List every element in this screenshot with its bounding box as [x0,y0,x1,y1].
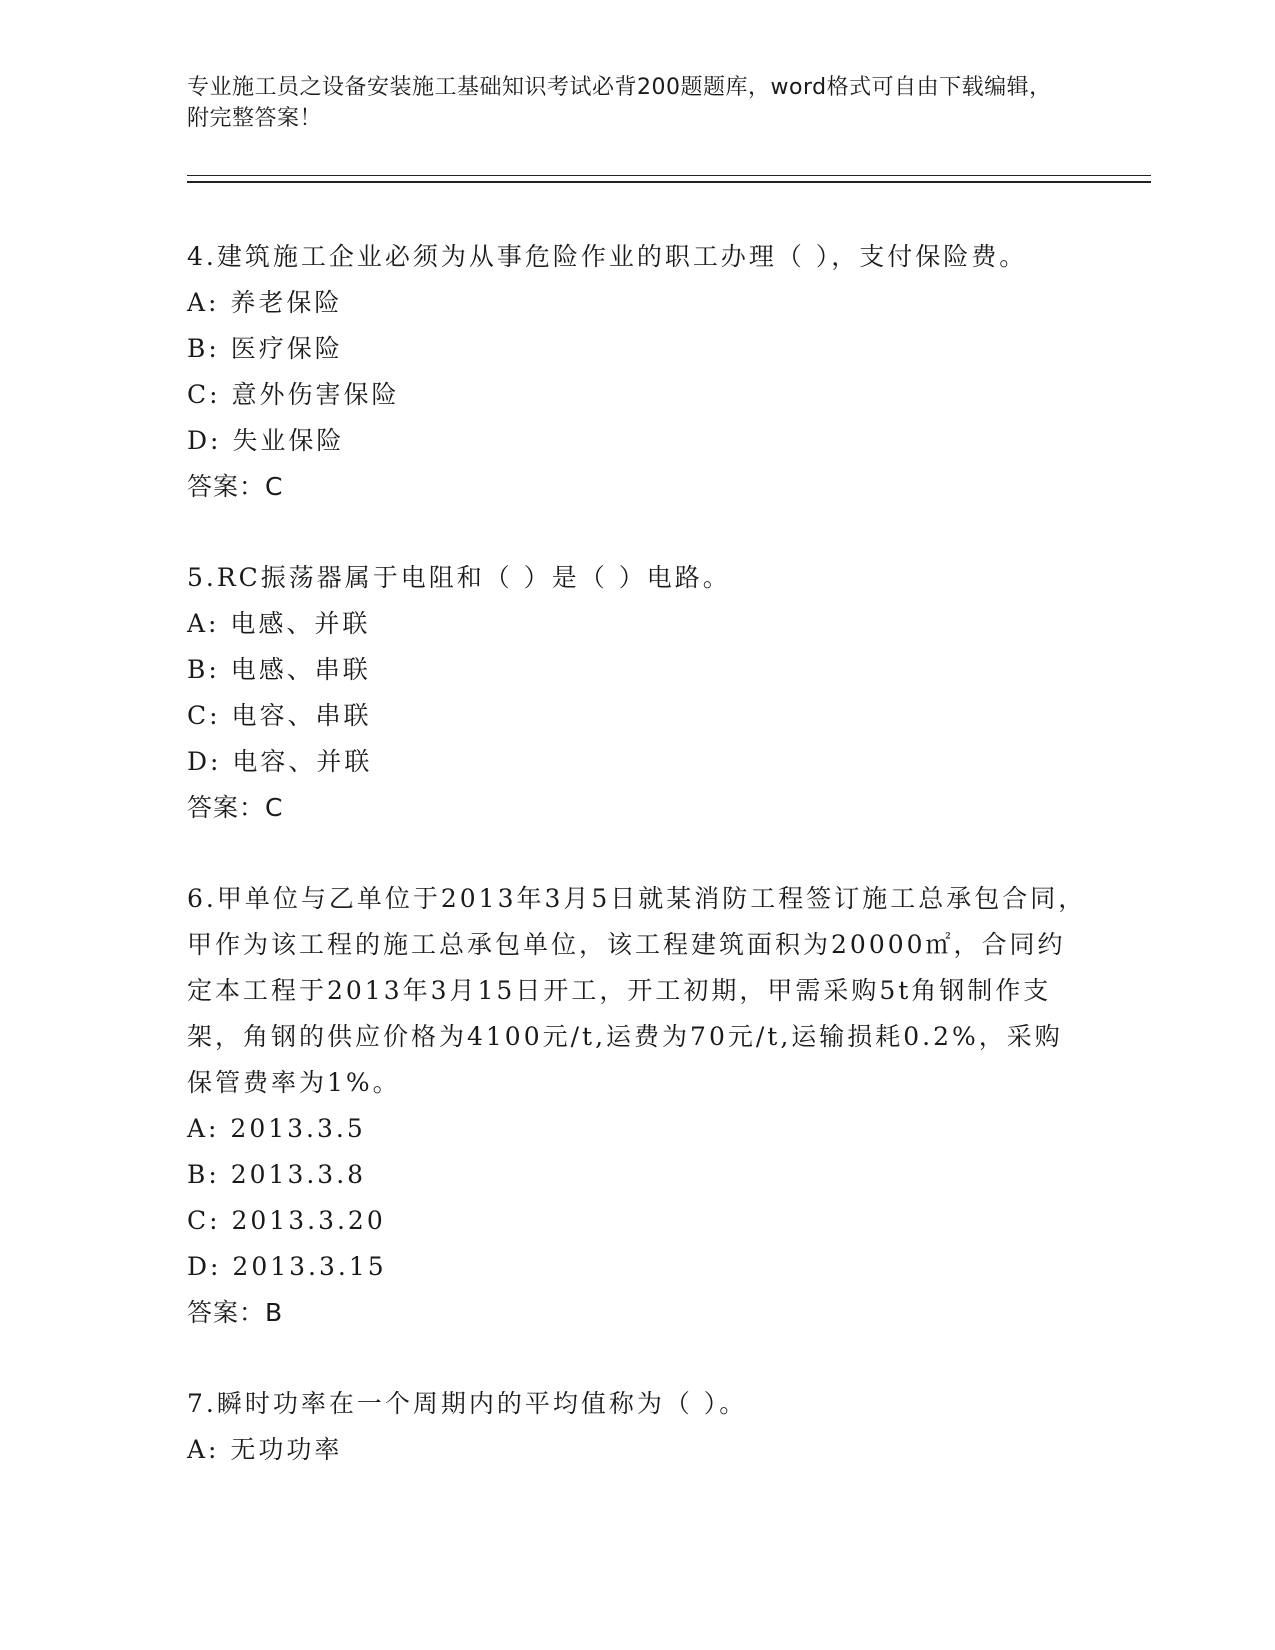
option-d: D: 2013.3.15 [187,1252,387,1281]
option-a: A: 无功功率 [187,1435,343,1464]
option-b: B: 2013.3.8 [187,1160,367,1189]
question-list [187,234,1087,1518]
option-c: C: 电容、串联 [187,701,372,730]
question-4 [187,234,1087,510]
option-c: C: 意外伤害保险 [187,380,400,409]
option-d: D: 电容、并联 [187,747,373,776]
answer-label: 答案：C [187,793,284,822]
question-7 [187,1381,1087,1473]
header-divider-thin [187,175,1151,176]
question-stem: 6.甲单位与乙单位于2013年3月5日就某消防工程签订施工总承包合同，甲作为该工程的施工总承包单位，该工程建筑面积为20000㎡，合同约定本工程于2013年3月15日开工，开工初期，甲需采购5t角钢制作支架，角钢的供应价格为4100元/t,运费为70元/t,运输损耗0.2%，采购保管费率为1%。 [187,884,1087,1097]
option-d: D: 失业保险 [187,426,345,455]
option-b: B: 医疗保险 [187,334,343,363]
option-a: A: 2013.3.5 [187,1114,366,1143]
answer-label: 答案：B [187,1298,284,1327]
option-c: C: 2013.3.20 [187,1206,386,1235]
option-a: A: 电感、并联 [187,609,371,638]
answer-label: 答案：C [187,472,284,501]
document-header: 专业施工员之设备安装施工基础知识考试必背200题题库，word格式可自由下载编辑，附完整答案！ [187,75,1052,131]
header-divider-thick [187,181,1151,183]
question-stem: 7.瞬时功率在一个周期内的平均值称为（ ）。 [187,1389,748,1418]
option-b: B: 电感、串联 [187,655,371,684]
question-5 [187,555,1087,831]
question-6 [187,876,1087,1336]
question-stem: 5.RC振荡器属于电阻和（ ）是（ ）电路。 [187,563,731,592]
option-a: A: 养老保险 [187,288,343,317]
question-stem: 4.建筑施工企业必须为从事危险作业的职工办理（ ），支付保险费。 [187,242,1028,271]
